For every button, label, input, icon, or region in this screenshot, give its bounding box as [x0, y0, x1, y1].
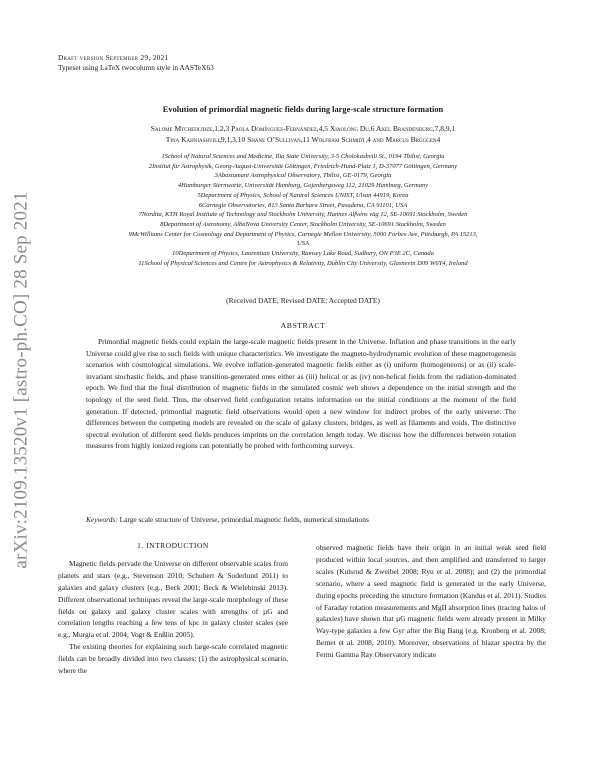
affiliation: 8Department of Astronomy, AlbaNova University Center, Stockholm University, SE-10691 Stockholm, Sweden [160, 220, 446, 228]
affiliation: 2Institut für Astrophysik, Georg-August-Universität Göttingen, Friedrich-Hund-Platz 1, D-37077 Göttingen, Germany [148, 162, 458, 170]
keywords-text: Large scale structure of Universe, primordial magnetic fields, numerical simulations [119, 515, 369, 524]
affiliation: 9McWilliams Center for Cosmology and Department of Physics, Carnegie Mellon University, 5000 Forbes Ave, Pittsburgh, PA 15213, [128, 230, 478, 238]
draft-version: Draft version September 29, 2021 [58, 53, 169, 62]
intro-paragraph: Magnetic fields pervade the Universe on different observable scales from planets and stars (e.g., Stevenson 2010; Schubert & Soderlund 2011) to galaxies and galaxy clusters (e.g., Beck 2001; Beck & Wielebinski 2013). Different observational techniques reveal the large-scale morphology of these fields on galaxy and galaxy cluster scales with strengths of µG and correlation lengths reaching a few tens of kpc in galaxy cluster scales (see e.g., Murgia et al. 2004; Vogt & Enßlin 2005). [58, 558, 288, 640]
affiliation-list [58, 152, 548, 268]
affiliation: 10Department of Physics, Laurentian University, Ramsey Lake Road, Sudbury, ON P3E 2C, Canada [172, 250, 434, 258]
received-dates: (Received DATE; Revised DATE; Accepted DATE) [226, 296, 380, 305]
left-column [58, 540, 288, 677]
affiliation: 11School of Physical Sciences and Centre for Astrophysics & Relativity, Dublin City University, Glasnevin D09 W6Y4, Ireland [138, 259, 468, 267]
keywords-label: Keywords: [86, 515, 118, 524]
arxiv-stamp-text: arXiv:2109.13520v1 [astro-ph.CO] 28 Sep 2021 [11, 191, 32, 569]
right-column [316, 542, 546, 661]
author-list [58, 124, 548, 145]
affiliation: 7Nordita, KTH Royal Institute of Technology and Stockholm University, Hannes Alfvéns väg 12, SE-10691 Stockholm, Sweden [138, 211, 468, 219]
affiliation: 3Abastumani Astrophysical Observatory, Tbilisi, GE-0179, Georgia [214, 172, 392, 180]
author-line: Tina Kahniashvili,9,1,3,10 Shane O’Sullivan,11 Wolfram Schmidt,4 and Marcus Brüggen4 [165, 134, 441, 144]
section-heading: 1. INTRODUCTION [137, 541, 209, 550]
affiliation: 6Carnegie Observatories, 813 Santa Barbara Street, Pasadena, CA 91101, USA [198, 201, 408, 209]
affiliation: 5Department of Physics, School of Natural Sciences UNIST, Ulsan 44919, Korea [197, 191, 409, 199]
abstract-heading: ABSTRACT [280, 321, 326, 330]
page-header [58, 53, 214, 72]
typeset-note: Typeset using LaTeX twocolumn style in AASTeX63 [58, 62, 214, 72]
abstract-text: Primordial magnetic fields could explain the large-scale magnetic fields present in the Universe. Inflation and phase transitions in the early Universe could give rise to such fields with unique characteristics. We investigate the magneto-hydrodynamic evolution of these magnetogenesis scenarios with cosmological simulations. We evolve inflation-generated magnetic fields either as (i) uniform (homogeneous) or as (ii) scale-invariant stochastic fields, and phase transition-generated ones either as (iii) helical or as (iv) non-helical fields from the radiation-dominated epoch. We find that the final distribution of magnetic fields in the simulated cosmic web shows a dependence on the initial strength and the topology of the seed field. Thus, the observed field configuration retains information on the initial conditions at the moment of the field generation. If detected, primordial magnetic field observations would open a new window for indirect probes of the early universe. The differences between the competing models are revealed on the scale of galaxy clusters, bridges, as well as filaments and voids. The distinctive spectral evolution of different seed fields produces imprints on the correlation length today. We discuss how the differences between rotation measures from highly ionized regions can potentially be probed with forthcoming surveys. [86, 337, 516, 451]
affiliation: USA [297, 240, 309, 248]
author-line: Salome Mtchedlidze,1,2,3 Paola Domínguez-Fernández,4,5 Xiaolong Du,6 Axel Brandenburg,7,8,9,1 [150, 124, 456, 133]
paper-title: Evolution of primordial magnetic fields during large-scale structure formation [162, 105, 444, 114]
keywords [86, 514, 516, 525]
arxiv-stamp [2, 170, 42, 590]
affiliation: 1School of Natural Sciences and Medicine, Ilia State University, 3-5 Cholokashvili St., 0194 Tbilisi, Georgia [161, 153, 445, 160]
affiliation: 4Hamburger Sternwarte, Universität Hamburg, Gojenbergsweg 112, 21029 Hamburg, Germany [177, 182, 429, 190]
intro-paragraph-continued: observed magnetic fields have their origin in an initial weak seed field produced within local sources, and then amplified and transferred to larger scales (Kulsrud & Zweibel 2008; Ryu et al. 2008); and (2) the primordial scenario, where a seed magnetic field is generated in the early Universe, during epochs preceding the structure formation (Kandus et al. 2011). Studies of Faraday rotation measurements and MgII absorption lines (tracing halos of galaxies) have shown that µG magnetic fields were already present in Milky Way-type galaxies a few Gyr after the Big Bang (e.g. Kronberg et al. 2008; Bernet et al. 2008, 2010). Moreover, observations of blazar spectra by the Fermi Gamma Ray Observatory indicate [316, 543, 546, 660]
intro-paragraph: The existing theories for explaining such large-scale correlated magnetic fields can be broadly divided into two classes: (1) the astrophysical scenario, where the [58, 642, 288, 676]
